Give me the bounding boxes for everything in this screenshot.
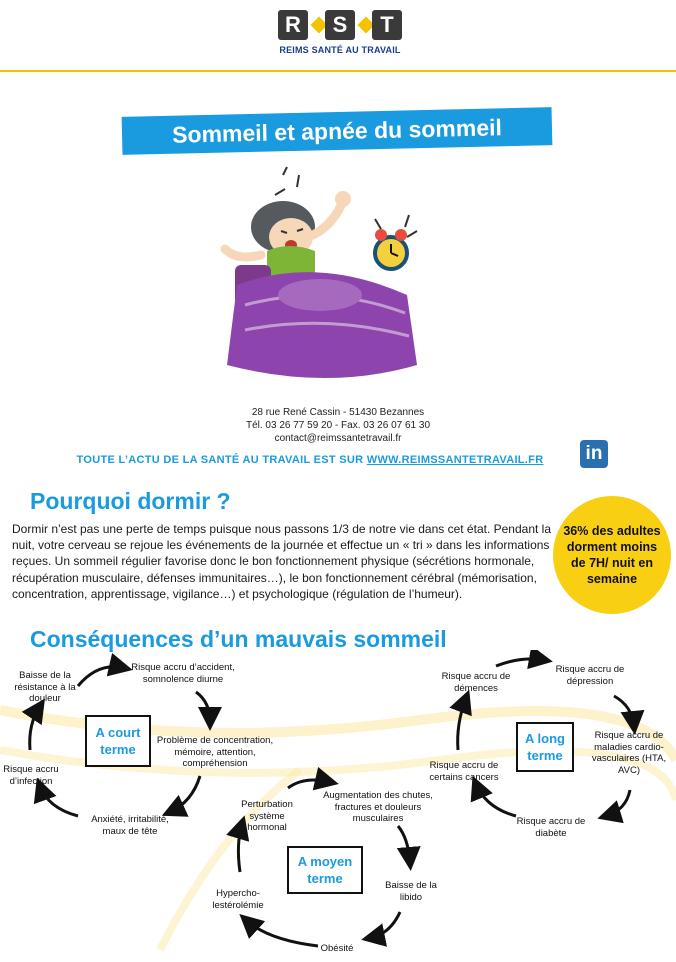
long-item-5: Risque accru de certains cancers (429, 760, 499, 783)
pourquoi-paragraph: Dormir n’est pas une perte de temps puisque nous passons 1/3 de notre vie dans cet état. Pendant la nuit, votre cerveau se rejoue les événements de la journée et effectue un « tri » dans les informations reçues. Un sommeil régulier favorise donc le bon fonctionnement physique (sécrétions hormonale, récupération musculaire, défenses immunitaires…), le bon fonctionnement cérébral (mémorisation, concentration, apprentissage, vigilance…) et psychologique (régulation de l’humeur). (12, 522, 551, 601)
logo-letter-s: S (325, 10, 355, 40)
court-item-4: Anxiété, irritabilité, maux de tête (91, 814, 169, 837)
linkedin-icon[interactable]: in (580, 440, 608, 468)
actu-text: TOUTE L’ACTU DE LA SANTÉ AU TRAVAIL EST SUR (76, 454, 367, 466)
long-item-2: Risque accru de dépression (555, 664, 625, 687)
actu-banner (40, 454, 580, 466)
court-item-1: Baisse de la résistance à la douleur (14, 670, 76, 704)
website-link[interactable]: WWW.REIMSSANTETRAVAIL.FR (366, 454, 544, 466)
logo-letter-t: T (372, 10, 402, 40)
long-item-1: Risque accru de démences (441, 671, 511, 694)
sleeping-girl-alarm-clock-illustration (205, 165, 455, 395)
page-title: Sommeil et apnée du sommeil (122, 107, 553, 155)
phase-box-long-terme: A long terme (516, 722, 574, 772)
moyen-item-5: Hypercho-lestérolémie (212, 888, 264, 911)
logo-letter-r: R (278, 10, 308, 40)
stat-badge: 36% des adultes dorment moins de 7H/ nuit en semaine (553, 496, 671, 614)
section-heading-consequences: Conséquences d’un mauvais sommeil (30, 626, 447, 652)
long-item-4: Risque accru de diabète (516, 816, 586, 839)
header-divider (0, 70, 676, 72)
phase-box-court-terme: A court terme (85, 715, 151, 767)
contact-phone: Tél. 03 26 77 59 20 - Fax. 03 26 07 61 30 (245, 420, 431, 431)
moyen-item-2: Augmentation des chutes, fractures et douleurs musculaires (323, 790, 433, 824)
moyen-item-1: Perturbation système hormonal (241, 799, 293, 833)
phase-box-moyen-terme: A moyen terme (287, 846, 363, 894)
moyen-item-3: Baisse de la libido (385, 880, 437, 903)
court-item-5: Risque accru d’infection (3, 764, 59, 787)
long-item-3: Risque accru de maladies cardio-vasculaires (HTA, AVC) (591, 730, 667, 776)
moyen-item-4: Obésité (320, 943, 354, 954)
section-heading-pourquoi: Pourquoi dormir ? (30, 488, 231, 514)
court-item-2: Risque accru d’accident, somnolence diurne (131, 662, 235, 685)
contact-address: 28 rue René Cassin - 51430 Bezannes (251, 407, 425, 418)
rst-logo (278, 10, 402, 40)
org-name: REIMS SANTÉ AU TRAVAIL (279, 45, 401, 55)
court-item-3: Problème de concentration, mémoire, attention, compréhension (156, 735, 274, 769)
contact-email[interactable]: contact@reimssantetravail.fr (274, 433, 402, 444)
